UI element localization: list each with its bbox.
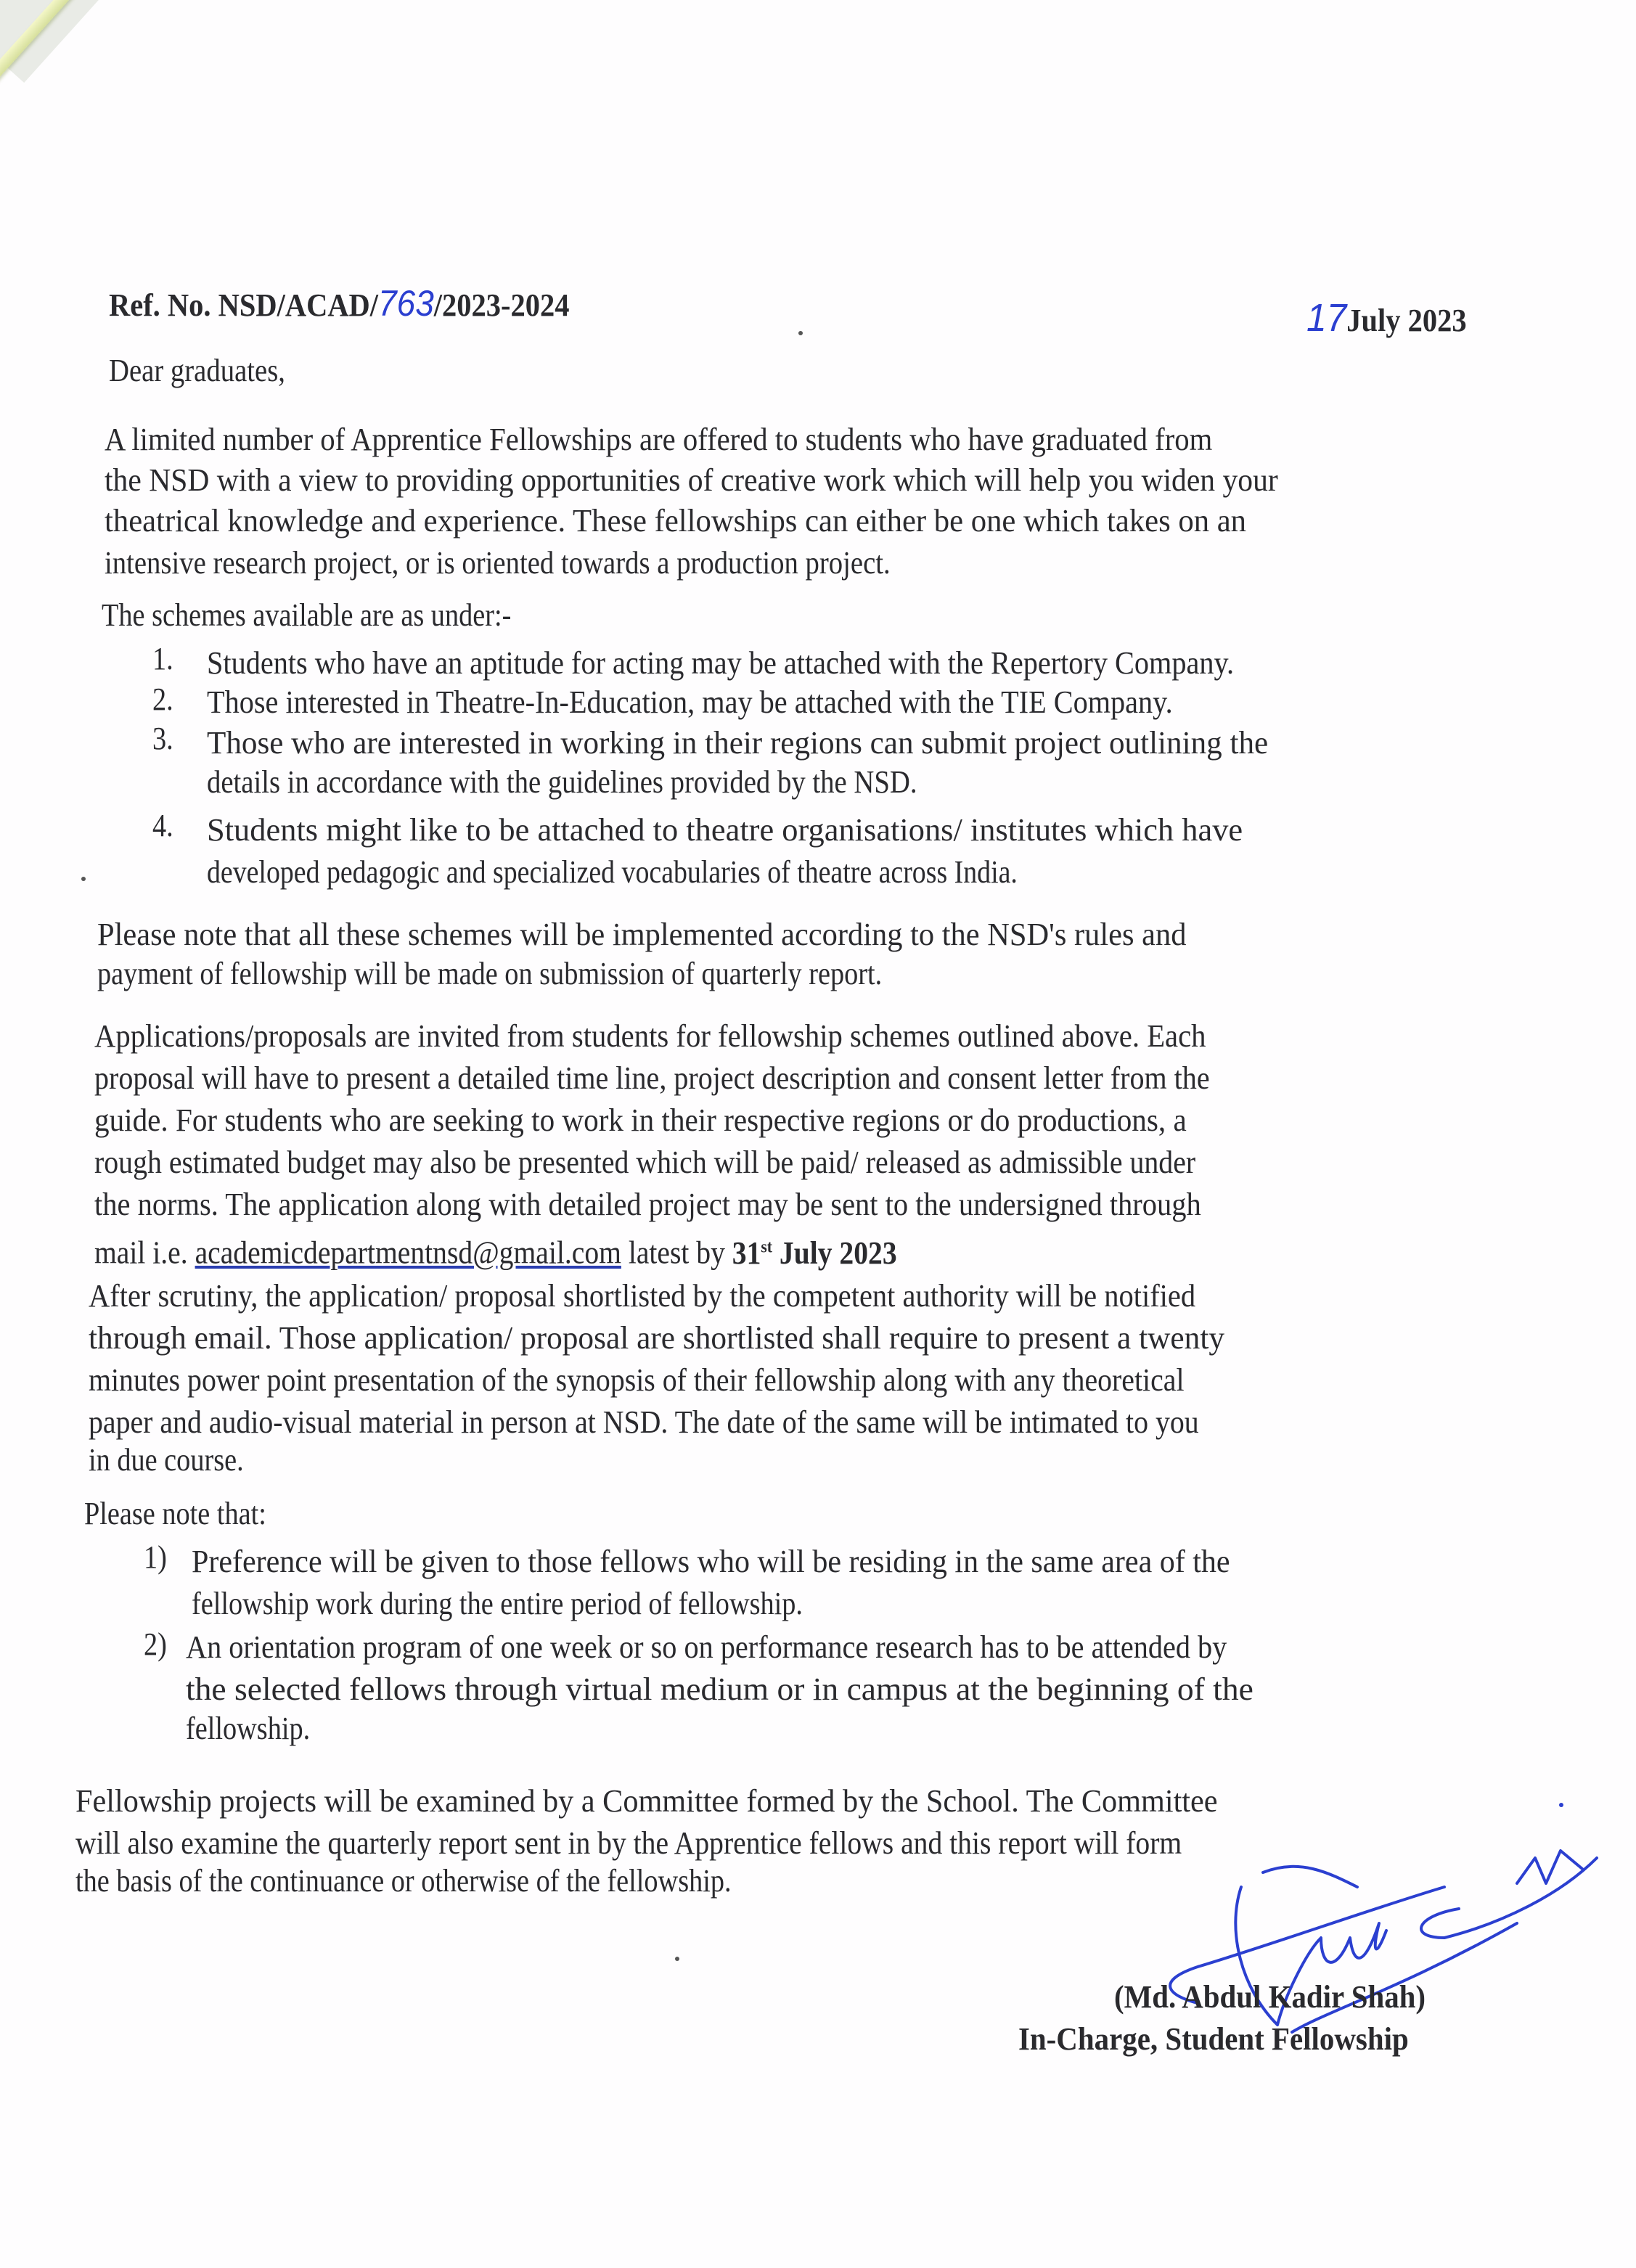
deadline-prefix: latest by — [621, 1235, 732, 1271]
ink-speck — [1559, 1803, 1563, 1807]
scheme-line: Those interested in Theatre-In-Education, may be attached with the TIE Company. — [207, 684, 1173, 720]
applications-line: guide. For students who are seeking to work in their respective regions or do productions, a — [94, 1102, 1187, 1138]
scheme-number: 2. — [152, 681, 173, 717]
note-line: Preference will be given to those fellows who will be residing in the same area of the — [192, 1544, 1230, 1579]
scrutiny-line: After scrutiny, the application/ proposal shortlisted by the competent authority will be notified — [89, 1278, 1196, 1314]
note-line: the selected fellows through virtual medium or in campus at the beginning of the — [186, 1671, 1253, 1707]
email-deadline-line — [94, 1228, 897, 1272]
scrutiny-line: minutes power point presentation of the synopsis of their fellowship along with any theoretical — [89, 1362, 1185, 1398]
deadline-date — [732, 1235, 897, 1271]
applications-line: Applications/proposals are invited from students for fellowship schemes outlined above. Each — [94, 1018, 1206, 1054]
deadline-day: 31 — [732, 1235, 761, 1271]
scheme-line: developed pedagogic and specialized vocabularies of theatre across India. — [207, 854, 1018, 890]
applications-line: rough estimated budget may also be presented which will be paid/ released as admissible under — [94, 1145, 1196, 1180]
speck — [798, 331, 803, 335]
closing-line: Fellowship projects will be examined by a Committee formed by the School. The Committee — [75, 1783, 1218, 1819]
salutation: Dear graduates, — [109, 353, 285, 388]
speck — [675, 1957, 679, 1961]
date-printed: July 2023 — [1346, 303, 1467, 338]
intro-line: A limited number of Apprentice Fellowships are offered to students who have graduated from — [105, 422, 1213, 457]
scheme-line: Students who have an aptitude for acting may be attached with the Repertory Company. — [207, 645, 1235, 681]
deadline-month-year: July 2023 — [772, 1235, 897, 1271]
applications-line: the norms. The application along with detailed project may be sent to the undersigned through — [94, 1187, 1201, 1222]
note-line: An orientation program of one week or so on performance research has to be attended by — [186, 1629, 1227, 1665]
note-line: fellowship work during the entire period of fellowship. — [192, 1586, 803, 1621]
scheme-line: details in accordance with the guidelines provided by the NSD. — [207, 764, 917, 800]
reference-number — [109, 284, 569, 324]
signatory-title: In-Charge, Student Fellowship — [1018, 2021, 1409, 2057]
scrutiny-line: paper and audio-visual material in person at NSD. The date of the same will be intimated to you — [89, 1404, 1199, 1440]
ref-handwritten-number: 763 — [378, 283, 434, 324]
ref-prefix: Ref. No. NSD/ACAD/ — [109, 287, 379, 323]
note-number: 1) — [144, 1539, 167, 1575]
intro-line: the NSD with a view to providing opportunities of creative work which will help you widen your — [105, 462, 1278, 498]
mail-prefix: mail i.e. — [94, 1235, 195, 1271]
date-handwritten-day: 17 — [1306, 296, 1347, 340]
scheme-line: Students might like to be attached to theatre organisations/ institutes which have — [207, 812, 1243, 848]
closing-line: the basis of the continuance or otherwise of the fellowship. — [75, 1863, 732, 1899]
note-heading: Please note that: — [84, 1496, 266, 1531]
applications-line: proposal will have to present a detailed time line, project description and consent letter from the — [94, 1060, 1210, 1096]
scheme-number: 3. — [152, 721, 173, 756]
rules-line: Please note that all these schemes will be implemented according to the NSD's rules and — [97, 917, 1187, 952]
note-line: fellowship. — [186, 1711, 311, 1746]
scheme-number: 4. — [152, 808, 173, 843]
signatory-name: (Md. Abdul Kadir Shah) — [1114, 1979, 1426, 2015]
scheme-number: 1. — [152, 641, 173, 676]
schemes-heading: The schemes available are as under:- — [102, 597, 512, 633]
scrutiny-line: through email. Those application/ proposal are shortlisted shall require to present a twenty — [89, 1320, 1225, 1356]
closing-line: will also examine the quarterly report sent in by the Apprentice fellows and this report will form — [75, 1825, 1182, 1861]
intro-line: intensive research project, or is oriented towards a production project. — [105, 545, 891, 581]
intro-line: theatrical knowledge and experience. These fellowships can either be one which takes on an — [105, 503, 1247, 539]
deadline-suffix: st — [761, 1237, 773, 1256]
rules-line: payment of fellowship will be made on submission of quarterly report. — [97, 956, 883, 991]
note-number: 2) — [144, 1626, 167, 1662]
scheme-line: Those who are interested in working in their regions can submit project outlining the — [207, 725, 1269, 761]
email-link[interactable]: academicdepartmentnsd@gmail.com — [195, 1235, 621, 1271]
speck — [81, 877, 86, 881]
page-corner-fold — [0, 0, 160, 174]
letter-date — [1306, 296, 1467, 340]
ref-suffix: /2023-2024 — [433, 287, 570, 323]
scrutiny-line: in due course. — [89, 1442, 244, 1478]
